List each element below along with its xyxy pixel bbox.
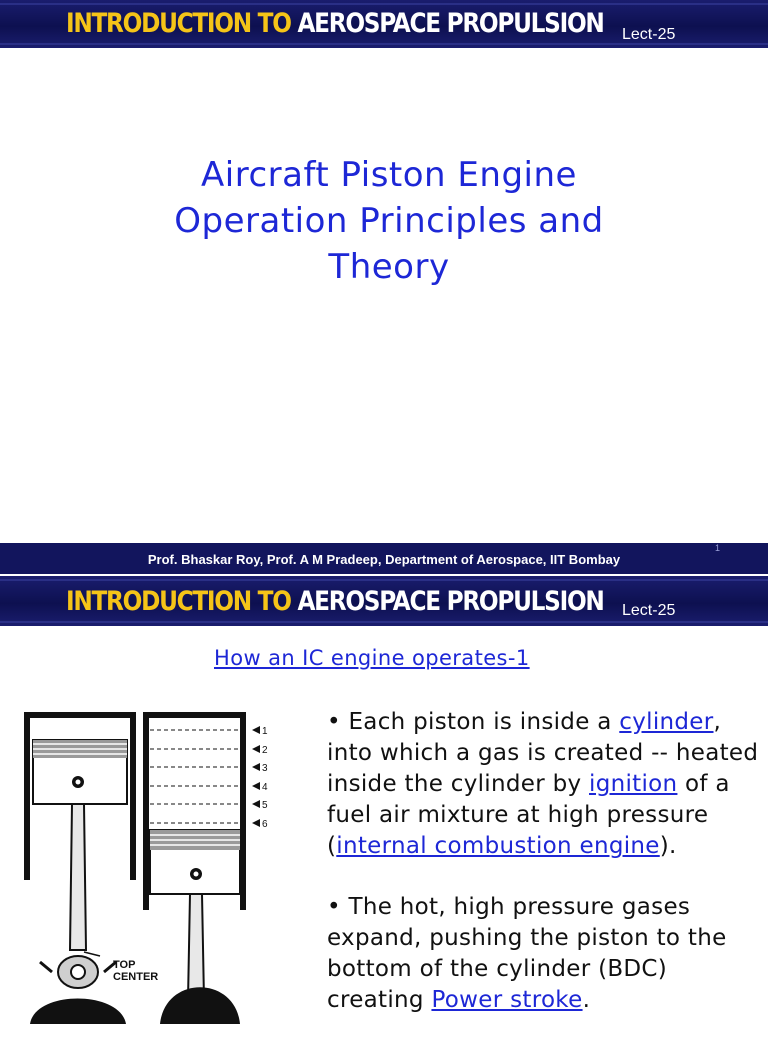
course-title bbox=[66, 586, 604, 618]
lecture-number: Lect-25 bbox=[622, 26, 676, 43]
slide-title-line1: Aircraft Piston Engine bbox=[201, 155, 577, 195]
marker-label-6: 6 bbox=[262, 819, 268, 830]
internal-combustion-engine-link[interactable]: internal combustion engine bbox=[336, 833, 660, 859]
bullet-list bbox=[327, 707, 767, 1046]
piston-diagram bbox=[0, 700, 320, 1024]
marker-label-3: 3 bbox=[262, 763, 268, 774]
slide-title-line3: Theory bbox=[328, 247, 450, 287]
top-center-label-line1: TOP bbox=[113, 959, 136, 971]
slide-title bbox=[0, 152, 768, 290]
marker-label-1: 1 bbox=[262, 726, 268, 737]
bullet1-text-b: , into which a gas is created -- heated inside the cylinder by bbox=[327, 709, 759, 797]
page-number: 1 bbox=[715, 543, 721, 553]
right-cylinder bbox=[143, 712, 268, 1024]
course-title-part2: AEROSPACE PROPULSION bbox=[297, 586, 604, 617]
marker-label-2: 2 bbox=[262, 745, 268, 756]
bullet-item-2 bbox=[327, 892, 767, 1016]
power-stroke-link[interactable]: Power stroke bbox=[431, 987, 583, 1013]
slide2-heading-link[interactable]: How an IC engine operates-1 bbox=[214, 646, 530, 670]
ignition-link[interactable]: ignition bbox=[589, 771, 678, 797]
bullet1-text-a: • Each piston is inside a bbox=[327, 709, 620, 735]
course-title-part1: INTRODUCTION TO bbox=[66, 586, 291, 617]
bullet2-text-a: • The hot, high pressure gases expand, pushing the piston to the bottom of the cylinder (BDC) creating bbox=[327, 894, 727, 1013]
slide-title-line2: Operation Principles and bbox=[174, 201, 604, 241]
slide1-banner bbox=[0, 0, 768, 48]
bullet1-text-d: ). bbox=[659, 833, 677, 859]
marker-label-5: 5 bbox=[262, 800, 268, 811]
course-title-part1: INTRODUCTION TO bbox=[66, 8, 291, 39]
top-center-label-line2: CENTER bbox=[113, 971, 159, 983]
marker-label-4: 4 bbox=[262, 782, 268, 793]
course-title-part2: AEROSPACE PROPULSION bbox=[297, 8, 604, 39]
bullet-item-1 bbox=[327, 707, 767, 862]
bullet2-text-b: . bbox=[582, 987, 591, 1013]
course-title bbox=[66, 8, 604, 40]
bullet1-text-c: of a fuel air mixture at high pressure ( bbox=[327, 771, 730, 859]
lecture-number: Lect-25 bbox=[622, 602, 676, 619]
left-cylinder bbox=[24, 712, 158, 1024]
slide2-banner bbox=[0, 576, 768, 626]
cylinder-link[interactable]: cylinder bbox=[619, 709, 714, 735]
footer-credits: Prof. Bhaskar Roy, Prof. A M Pradeep, Department of Aerospace, IIT Bombay bbox=[147, 552, 621, 567]
slide1-footer bbox=[0, 543, 768, 574]
stroke-position-markers bbox=[252, 726, 268, 830]
